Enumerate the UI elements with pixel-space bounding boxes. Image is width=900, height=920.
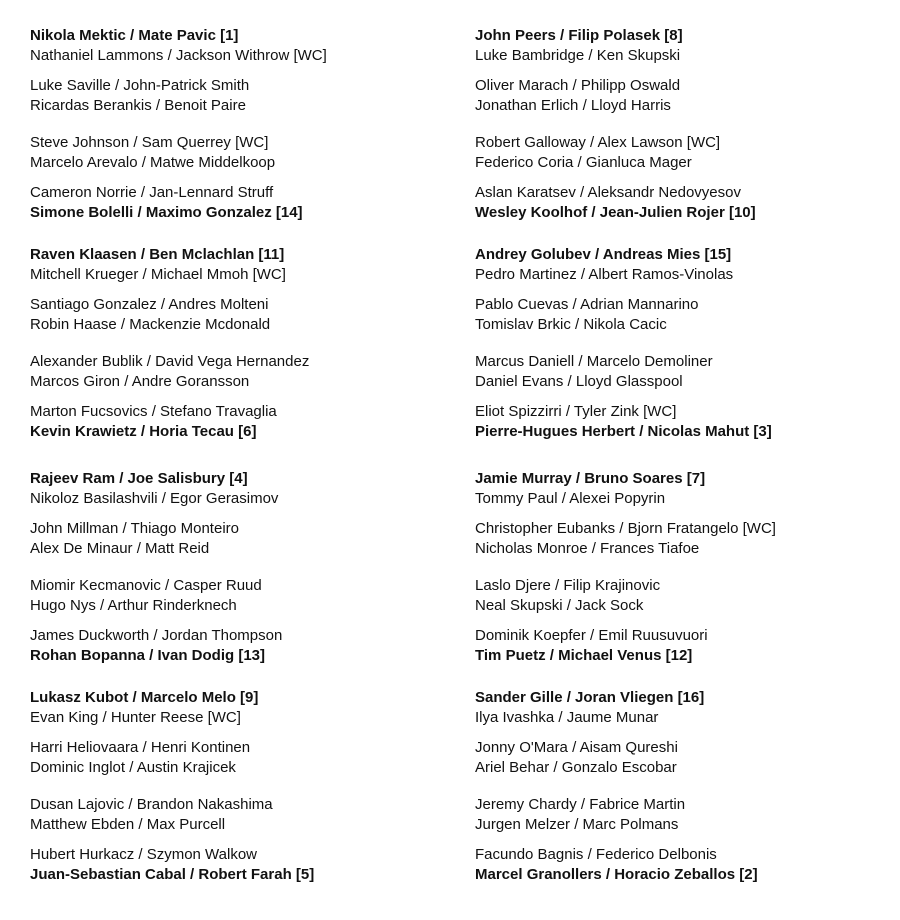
team-entry: Facundo Bagnis / Federico Delbonis — [475, 846, 717, 863]
team-entry: Jonny O'Mara / Aisam Qureshi — [475, 739, 678, 756]
team-entry: Wesley Koolhof / Jean-Julien Rojer [10] — [475, 204, 756, 221]
team-entry: Lukasz Kubot / Marcelo Melo [9] — [30, 689, 259, 706]
team-entry: Harri Heliovaara / Henri Kontinen — [30, 739, 251, 756]
team-entry: Tim Puetz / Michael Venus [12] — [475, 647, 693, 664]
team-entry: Pablo Cuevas / Adrian Mannarino — [475, 296, 699, 313]
team-entry: Cameron Norrie / Jan-Lennard Struff — [30, 184, 274, 201]
team-entry: Raven Klaasen / Ben Mclachlan [11] — [30, 246, 285, 263]
team-entry: Rajeev Ram / Joe Salisbury [4] — [30, 470, 248, 487]
team-entry: Marcos Giron / Andre Goransson — [30, 373, 250, 390]
team-entry: Christopher Eubanks / Bjorn Fratangelo [WC] — [475, 520, 776, 537]
team-entry: Jurgen Melzer / Marc Polmans — [475, 816, 679, 833]
team-entry: James Duckworth / Jordan Thompson — [30, 627, 283, 644]
team-entry: Dusan Lajovic / Brandon Nakashima — [30, 796, 273, 813]
team-entry: Pierre-Hugues Herbert / Nicolas Mahut [3] — [475, 423, 772, 440]
team-entry: Kevin Krawietz / Horia Tecau [6] — [30, 423, 257, 440]
team-entry: Oliver Marach / Philipp Oswald — [475, 77, 681, 94]
team-entry: Neal Skupski / Jack Sock — [475, 597, 644, 614]
team-entry: Hugo Nys / Arthur Rinderknech — [30, 597, 237, 614]
team-entry: Santiago Gonzalez / Andres Molteni — [30, 296, 269, 313]
team-entry: Nicholas Monroe / Frances Tiafoe — [475, 540, 700, 557]
team-entry: Marcus Daniell / Marcelo Demoliner — [475, 353, 713, 370]
team-entry: Federico Coria / Gianluca Mager — [475, 154, 692, 171]
team-entry: Miomir Kecmanovic / Casper Ruud — [30, 577, 262, 594]
team-entry: Hubert Hurkacz / Szymon Walkow — [30, 846, 258, 863]
team-entry: Jeremy Chardy / Fabrice Martin — [475, 796, 686, 813]
team-entry: Steve Johnson / Sam Querrey [WC] — [30, 134, 269, 151]
team-entry: Robert Galloway / Alex Lawson [WC] — [475, 134, 721, 151]
team-entry: Alex De Minaur / Matt Reid — [30, 540, 210, 557]
team-entry: Luke Bambridge / Ken Skupski — [475, 47, 681, 64]
team-entry: Nathaniel Lammons / Jackson Withrow [WC] — [30, 47, 327, 64]
team-entry: Ilya Ivashka / Jaume Munar — [475, 709, 659, 726]
team-entry: Mitchell Krueger / Michael Mmoh [WC] — [30, 266, 286, 283]
team-entry: John Peers / Filip Polasek [8] — [475, 27, 683, 44]
team-entry: Daniel Evans / Lloyd Glasspool — [475, 373, 683, 390]
team-entry: Robin Haase / Mackenzie Mcdonald — [30, 316, 271, 333]
team-entry: John Millman / Thiago Monteiro — [30, 520, 239, 537]
team-entry: Aslan Karatsev / Aleksandr Nedovyesov — [475, 184, 741, 201]
team-entry: Jonathan Erlich / Lloyd Harris — [475, 97, 671, 114]
team-entry: Alexander Bublik / David Vega Hernandez — [30, 353, 310, 370]
team-entry: Laslo Djere / Filip Krajinovic — [475, 577, 661, 594]
team-entry: Rohan Bopanna / Ivan Dodig [13] — [30, 647, 266, 664]
team-entry: Marcel Granollers / Horacio Zeballos [2] — [475, 866, 758, 883]
team-entry: Pedro Martinez / Albert Ramos-Vinolas — [475, 266, 734, 283]
team-entry: Marton Fucsovics / Stefano Travaglia — [30, 403, 277, 420]
team-entry: Dominik Koepfer / Emil Ruusuvuori — [475, 627, 708, 644]
team-entry: Andrey Golubev / Andreas Mies [15] — [475, 246, 732, 263]
team-entry: Tomislav Brkic / Nikola Cacic — [475, 316, 667, 333]
team-entry: Nikola Mektic / Mate Pavic [1] — [30, 27, 239, 44]
team-entry: Sander Gille / Joran Vliegen [16] — [475, 689, 705, 706]
team-entry: Simone Bolelli / Maximo Gonzalez [14] — [30, 204, 303, 221]
team-entry: Ariel Behar / Gonzalo Escobar — [475, 759, 677, 776]
team-entry: Matthew Ebden / Max Purcell — [30, 816, 226, 833]
team-entry: Ricardas Berankis / Benoit Paire — [30, 97, 246, 114]
team-entry: Nikoloz Basilashvili / Egor Gerasimov — [30, 490, 279, 507]
team-entry: Tommy Paul / Alexei Popyrin — [475, 490, 666, 507]
team-entry: Juan-Sebastian Cabal / Robert Farah [5] — [30, 866, 315, 883]
team-entry: Jamie Murray / Bruno Soares [7] — [475, 470, 706, 487]
team-entry: Eliot Spizzirri / Tyler Zink [WC] — [475, 403, 677, 420]
team-entry: Evan King / Hunter Reese [WC] — [30, 709, 241, 726]
team-entry: Dominic Inglot / Austin Krajicek — [30, 759, 236, 776]
team-entry: Luke Saville / John-Patrick Smith — [30, 77, 250, 94]
team-entry: Marcelo Arevalo / Matwe Middelkoop — [30, 154, 276, 171]
